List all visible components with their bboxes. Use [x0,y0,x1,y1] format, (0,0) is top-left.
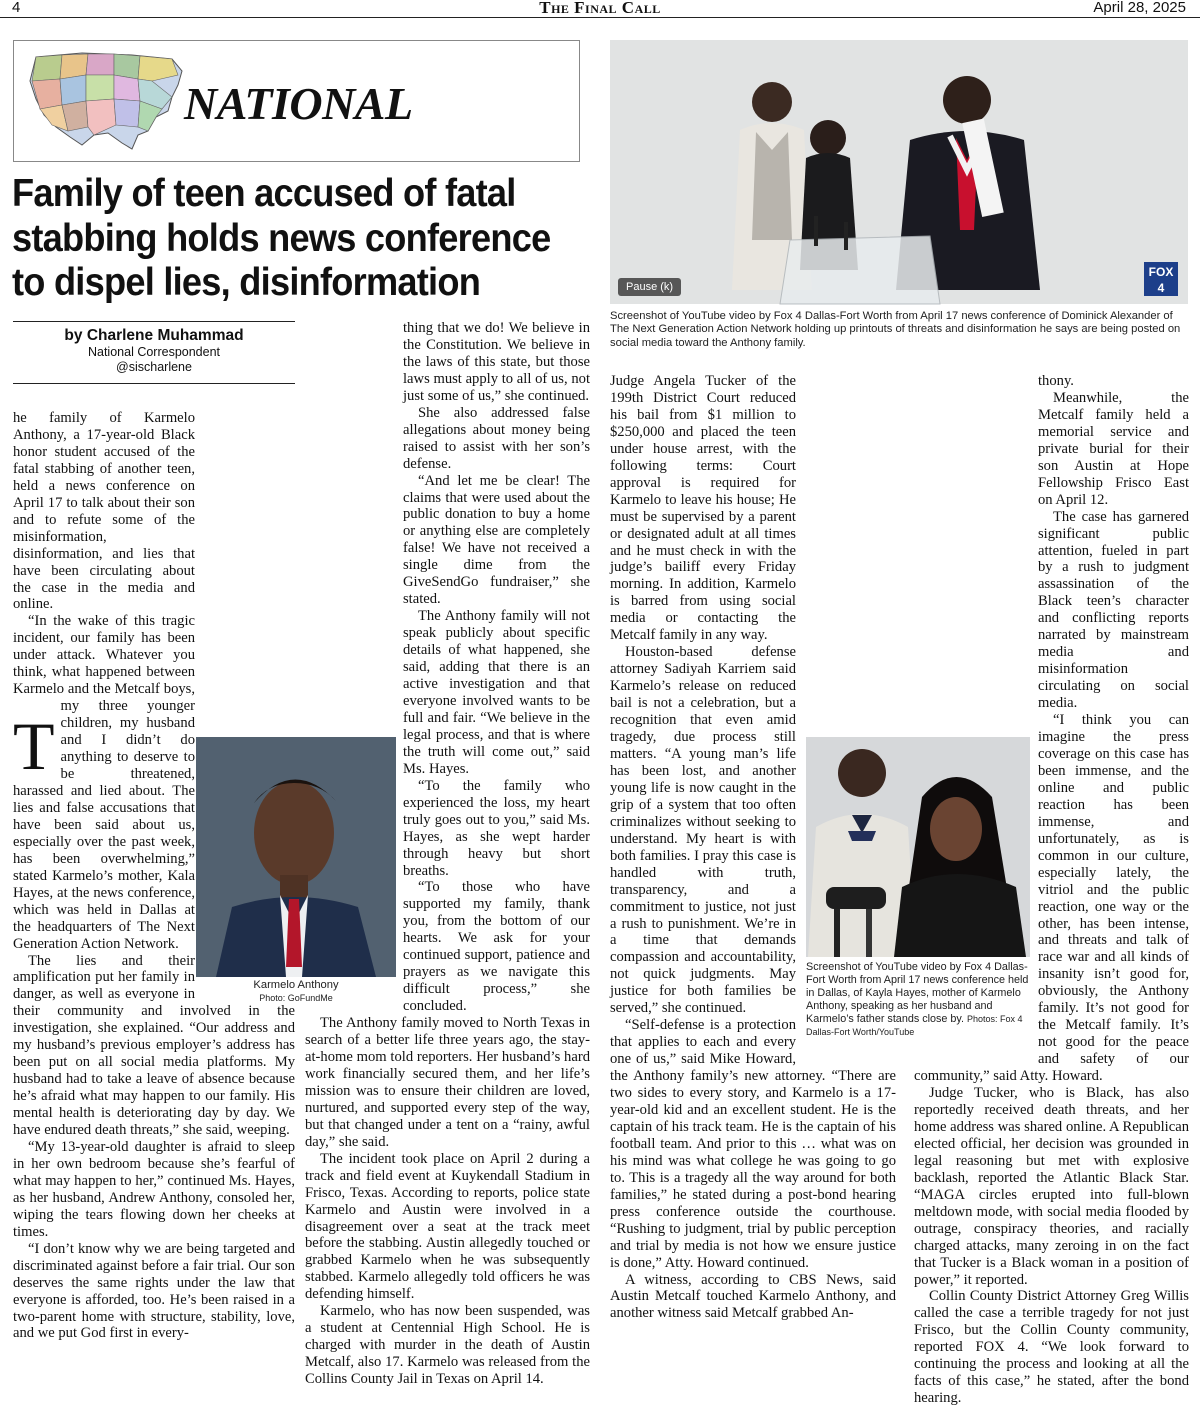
col3-paragraph: Houston-based defense attorney Sadiyah Karriem said Karmelo’s release on reduced bail is not a celebration, but a recognition that even amid tragedy, due process still matters. “A young man’s life has been lost, and another young life is now caught in the grip of a system that too often criminalizes without seeking to understand. My heart is with both families. I pray this case is handled with truth, transparency, and a commitment to justice, not just a rush to punishment. We’re in a time that demands compassion and accountability, not quick judgments. May justice for both families be served,” she continued. [610,644,796,1017]
pause-badge: Pause (k) [618,278,681,296]
col3-paragraph: A witness, according to CBS News, said Austin Metcalf touched Karmelo Anthony, and another witness said Metcalf grabbed An- [610,1271,896,1322]
article-column-2 [305,320,590,1388]
col2-paragraph: “To the family who experienced the loss, my heart truly goes out to you,” said Ms. Hayes, as she wept harder through heavy but short breaths. [403,777,590,879]
portrait-name: Karmelo Anthony [253,979,339,991]
top-rule [0,17,1200,18]
col4-paragraph: Meanwhile, the Metcalf family held a memorial service and private burial for their son Austin at Hope Fellowship Frisco East on April 12. [1038,389,1189,508]
col3-paragraph: “Self-defense is a protection that applies to each and every one of us,” said Mike Howard, the Anthony family’s new attorney. “There are two sides to every story, and Karmelo is a 17-year-old kid and an excellent student. He is the captain of his track team. He is the captain of his football team. And prior to this … what was on his mind was what college he was going to go to. This is a tragedy all the way around for both families,” he stated during a post-bond hearing press conference outside the courthouse. “Rushing to judgment, trial by public perception and trial by media is not how we ensure justice is done,” Atty. Howard continued. [610,1017,896,1271]
col1-paragraph: The lies and their amplification put her family in danger, as well as everyone in their community and involved in the investigation, she explained. “Our address and my husband’s previous employer’s address has been put on all social media platforms. My husband had to take a leave of absence because he’s afraid what may happen to our family. His mental health is deteriorating day by day. We have endured death threats,” she said, weeping. [13,952,295,1139]
top-photo [610,40,1188,304]
drop-cap: T [13,708,55,784]
col2-paragraph: thing that we do! We believe in the Constitution. We believe in the laws of this state, but those laws must apply to all of us, not just some of us,” she continued. [403,320,590,404]
col4-paragraph: Collin County District Attorney Greg Willis called the case a terrible tragedy for not just Frisco, but the Collin County community, reported FOX 4. “We look forward to continuing the process and looking at all the facts of this case,” he stated, after the bond hearing. [914,1288,1189,1407]
us-map-icon [22,45,192,161]
masthead: The Final Call [539,0,661,17]
col1-paragraph: “I don’t know why we are being targeted and discriminated against before a fair trial. Our son deserves the same rights under the law that everyone is afforded, too. He’s been raised in a two-parent home with structure, stability, love, and we put God first in every- [13,1240,295,1342]
col3-paragraph: Judge Angela Tucker of the 199th District Court reduced his bail from $1 million to $250,000 and placed the teen under house arrest, with the following terms: Court approval is required for Karmelo to leave his house; He must be supervised by a parent or designated adult at all times and he must check in with the judge’s bailiff every Friday morning. In addition, Karmelo is barred from using social media or contacting the Metcalf family in any way. [610,373,796,644]
col4-paragraph: “I think you can imagine the press coverage on this case has been immense, and the online and public reaction has been immense, and unfortunately, as is common in our culture, especially lately, the vitriol and the public reaction, one way or the other, has been intense, and threats and talk of race war and all kinds of insanity isn’t good for, obviously, the Anthony family. It’s not good for the Metcalf family. It’s not good for the peace and safety of our community,” said Atty. Howard. [914,712,1189,1085]
byline-rule-bottom [13,383,295,384]
section-banner [13,40,580,162]
col4-paragraph: thony. [1038,373,1074,389]
col2-paragraph: She also addressed false allegations about money being raised to assist with her son’s defense. [403,404,590,472]
col4-paragraph: The case has garnered significant public attention, fueled in part by a rush to judgment assassination of the Black teen’s character and conflicting reports narrated by mainstream media and misinformation circulating on social media. [1038,508,1189,712]
col2-paragraph: The Anthony family will not speak publicly about specific details of what happened, she said, adding that there is an active investigation and that everyone involved wants to be full and fair. “We believe in the legal process, and that is where the truth will come out,” said Ms. Hayes. [403,608,590,777]
byline-title: National Correspondent [87,345,221,359]
col2-paragraph: “And let me be clear! The claims that were used about the public donation to buy a home or anything else are completely false! We have not received a single dime from the GiveSendGo fundraiser,” she stated. [403,472,590,608]
col4-paragraph: Judge Tucker, who is Black, has also reportedly received death threats, and her home address was shared online. A Republican elected official, her decision was grounded in legal reasoning but met with explosive backlash, reported the Atlantic Black Star. “MAGA circles erupted into full-blown meltdown mode, with social media flooded by outrage, conspiracy theories, and racially charged attacks, many zeroing in on the fact that Tucker is a Black woman in a position of power,” it reported. [914,1085,1189,1288]
col1-paragraph: “My 13-year-old daughter is afraid to sleep in her own bedroom because she’s fearful of what may happen to her,” continued Ms. Hayes, as her husband, Andrew Anthony, consoled her, wiping the tears flowing down her cheeks at times. [13,1138,295,1240]
issue-date: April 28, 2025 [1093,0,1186,16]
byline-block [13,327,295,375]
col2-paragraph: Karmelo, who has now been suspended, was a student at Centennial High School. He is charged with murder in the death of Austin Metcalf, also 17. Karmelo was released from the Collins County Jail in Texas on April 14. [305,1303,590,1388]
col1-paragraph: “In the wake of this tragic incident, our family has been under attack. Whatever you think, what happened between Karmelo and the Metcalf boys, my three younger children, my husband and I didn’t do anything to deserve to be threatened, harassed and lied about. The lies and false accusations that have been said about us, especially over the past week, has been overwhelming,” stated Karmelo’s mother, Kala Hayes, at the news conference, which was held in Dallas at the headquarters of The Next Generation Action Network. [13,613,195,952]
article-column-4 [914,373,1189,1407]
col2-paragraph: The incident took place on April 2 during a track and field event at Kuykendall Stadium in Frisco, Texas. According to reports, police state Karmelo and Austin were involved in a disagreement over a seat at the track meet before the stabbing. Austin allegedly touched or grabbed Karmelo when he was subsequently stabbed. Karmelo allegedly told officers he was defending himself. [305,1150,590,1303]
byline-author: by Charlene Muhammad [64,327,244,344]
headline: Family of teen accused of fatal stabbing holds news conference to dispel lies, disinformation [12,172,551,304]
section-label: NATIONAL [184,78,413,129]
col1-paragraph: he family of Karmelo Anthony, a 17-year-old Black honor student accused of the fatal stabbing of another teen, held a news conference on April 17 to talk about their son and to refute some of the misinformation, disinformation, and lies that have been circulating about the case in the media and online. [13,410,195,613]
col2-paragraph: The Anthony family moved to North Texas in search of a better life three years ago, the stay-at-home mom told reporters. Her husband’s hard work financially secured them, and her life’s mission was to ensure their children are loved, nurtured, and supported every step of the way, but that changed under a tent on a “rainy, awful day,” she said. [305,1015,590,1150]
byline-rule [13,321,295,322]
inset-caption-text: Screenshot of YouTube video by Fox 4 Dallas-Fort Worth from April 17 news conference held in Dallas, of Kayla Hayes, mother of Karmelo Anthony, speaking as her husband and Karmelo’s father stands close by. [806,961,1029,1025]
top-photo-caption: Screenshot of YouTube video by Fox 4 Dallas-Fort Worth from April 17 news conference of Dominick Alexander of The Next Generation Action Network holding up printouts of threats and disinformation he says are being posted on social media toward the Anthony family. [610,310,1181,349]
col2-paragraph: “To those who have supported my family, thank you, from the bottom of our hearts. We ask for your continued support, patience and prayers as we navigate this difficult process,” she concluded. [403,879,590,1015]
page-number: 4 [12,0,21,16]
portrait-credit: Photo: GoFundMe [259,993,333,1004]
byline-handle: @sischarlene [116,360,192,374]
fox4-logo: FOX 4 [1144,262,1178,296]
inset-credit: Photos: Fox 4 Dallas-Fort Worth/YouTube [806,1014,1023,1037]
press-conference-image [610,40,1188,304]
